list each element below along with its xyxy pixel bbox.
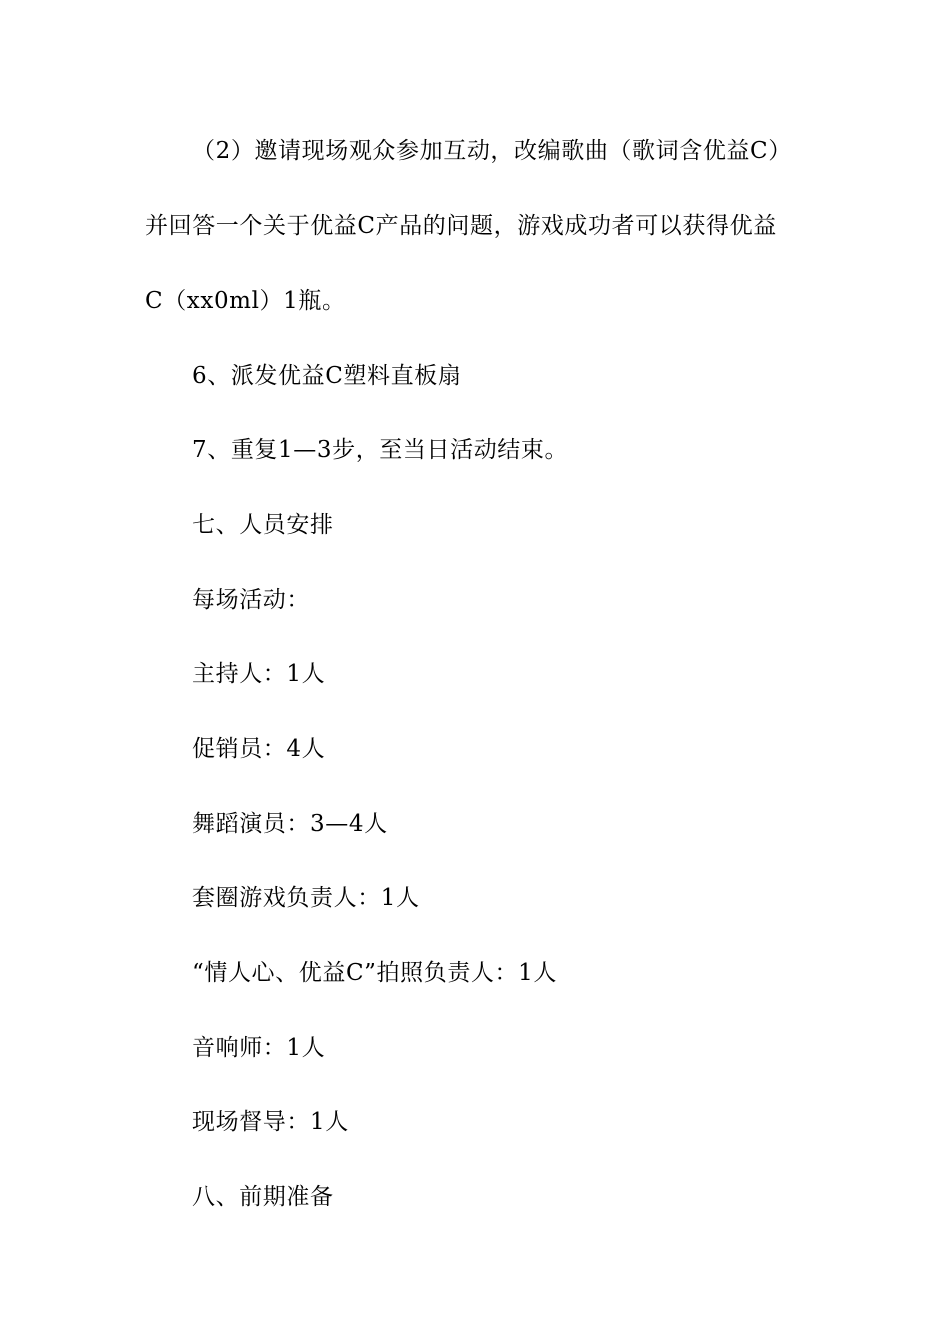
- staffing-intro-line: 每场活动：: [192, 587, 310, 613]
- staff-dancer-line: 舞蹈演员：3—4人: [192, 811, 388, 837]
- staff-supervisor-line: 现场督导：1人: [192, 1109, 349, 1135]
- step-7-line: 7、重复1—3步，至当日活动结束。: [192, 437, 569, 463]
- staff-ring-toss-line: 套圈游戏负责人：1人: [192, 885, 420, 911]
- step-6-line: 6、派发优益C塑料直板扇: [192, 363, 462, 389]
- section-heading-preparation: 八、前期准备: [192, 1184, 334, 1210]
- staff-photo-line: “情人心、优益C”拍照负责人：1人: [192, 960, 557, 986]
- paragraph-line-question: 并回答一个关于优益C产品的问题，游戏成功者可以获得优益: [145, 213, 777, 239]
- staff-host-line: 主持人：1人: [192, 661, 326, 687]
- paragraph-line-prize: C（xx0ml）1瓶。: [145, 288, 346, 314]
- paragraph-line-interactive-song: （2）邀请现场观众参加互动，改编歌曲（歌词含优益C）: [192, 138, 792, 164]
- staff-promoter-line: 促销员：4人: [192, 736, 326, 762]
- section-heading-staffing: 七、人员安排: [192, 512, 334, 538]
- staff-sound-engineer-line: 音响师：1人: [192, 1035, 326, 1061]
